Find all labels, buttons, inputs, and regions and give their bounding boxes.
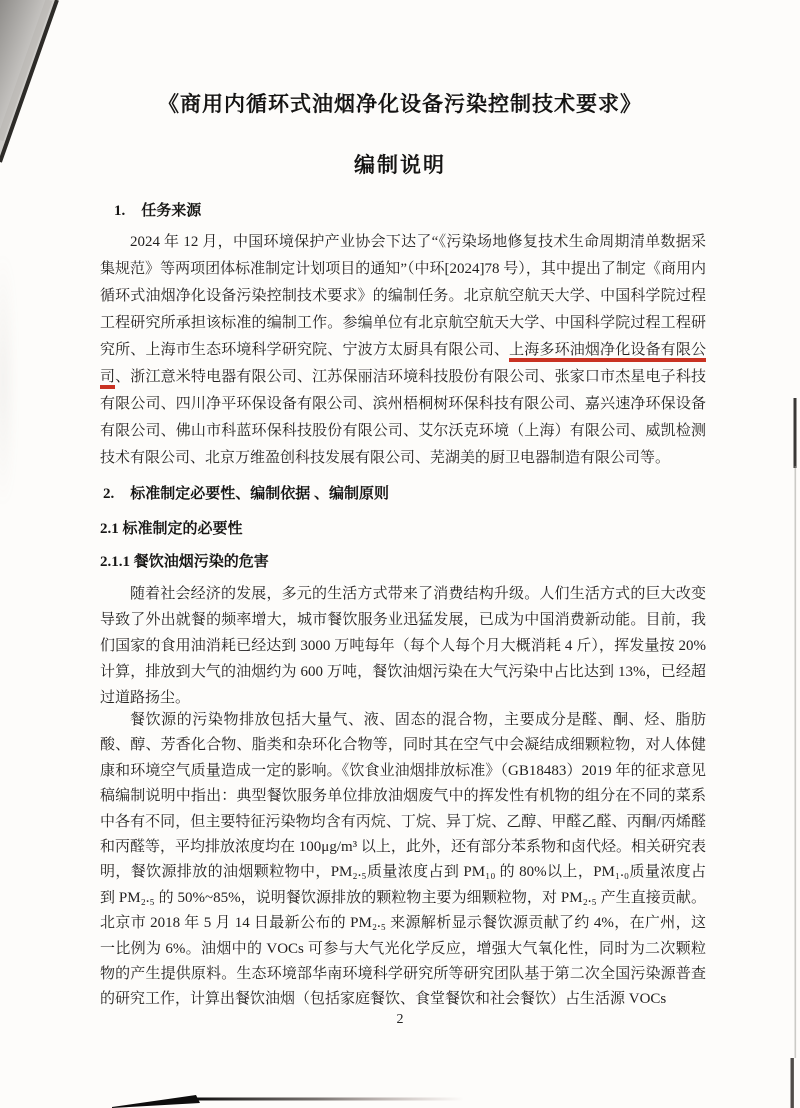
section-2-label: 标准制定必要性、编制依据 、编制原则	[130, 486, 390, 502]
paragraph-pollutant-composition: 餐饮源的污染物排放包括大量气、液、固态的混合物，主要成分是醛、酮、烃、脂肪酸、醇、芳香化合物、脂类和杂环化合物等，同时其在空气中会凝结成细颗粒物，对人体健康和环境空气质量造成一定的影响。《饮食业油烟排放标准》（GB18483）2019 年的征求意见稿编制说明中指出：典型餐饮服务单位排放油烟废气中的挥发性有机物的组分在不同的菜系中各有不同，但主要特征污染物均含有丙烷、丁烷、异丁烷、乙醇、甲醛乙醛、丙酮/丙烯醛和丙醛等，平均排放浓度均在 100μg/m³ 以上，此外，还有部分苯系物和卤代烃。相关研究表明，餐饮源排放的油烟颗粒物中，PM₂.₅质量浓度占到 PM₁₀ 的 80%以上，PM₁.₀质量浓度占到 PM₂.₅ 的 50%~85%，说明餐饮源排放的颗粒物主要为细颗粒物，对 PM₂.₅ 产生直接贡献。北京市 2018 年 5 月 14 日最新公布的 PM₂.₅ 来源解析显示餐饮源贡献了约 4%，在广州，这一比例为 6%。油烟中的 VOCs 可参与大气光化学反应，增强大气氧化性，同时为二次颗粒物的产生提供原料。生态环境部华南环境科学研究所等研究团队基于第二次全国污染源普查的研究工作，计算出餐饮油烟（包括家庭餐饮、食堂餐饮和社会餐饮）占生活源 VOCs	[100, 712, 706, 1008]
paragraph-task-source	[100, 229, 706, 472]
scan-left-smudge-artifact	[0, 245, 12, 515]
document-subtitle: 编制说明	[354, 153, 446, 177]
section-2-1-heading: 2.1 标准制定的必要性	[100, 521, 243, 537]
section-1-number: 1.	[114, 203, 126, 219]
document-title: 《商用内循环式油烟净化设备污染控制技术要求》	[158, 92, 642, 116]
section-1-label: 任务来源	[141, 203, 202, 219]
page-number: 2	[396, 1012, 404, 1027]
section-2-number: 2.	[103, 486, 115, 502]
paragraph-consumption-growth: 随着社会经济的发展，多元的生活方式带来了消费结构升级。人们生活方式的巨大改变导致了外出就餐的频率增大，城市餐饮服务业迅猛发展，已成为中国消费新动能。目前，我们国家的食用油消耗已经达到 3000 万吨每年（每个人每个月大概消耗 4 斤），挥发量按 20%计算，排放到大气的油烟约为 600 万吨，餐饮油烟污染在大气污染中占比达到 13%，已经超过道路扬尘。	[100, 586, 706, 706]
paragraph-task-source-text-before: 2024 年 12 月，中国环境保护产业协会下达了“《污染场地修复技术生命周期清单数据采集规范》等两项团体标准制定计划项目的通知”（中环[2024]78 号），其中提出了制定《商用内循环式油烟净化设备污染控制技术要求》的编制任务。北京航空航天大学、中国科学院过程工程研究所承担该标准的编制工作。参编单位有北京航空航天大学、中国科学院过程工程研究所、上海市生态环境科学研究院、宁波方太厨具有限公司、	[100, 234, 706, 358]
section-2-1-1-heading: 2.1.1 餐饮油烟污染的危害	[100, 554, 269, 570]
red-underlined-company-name: 上海多环油烟净化设备有限公司	[100, 342, 706, 389]
section-1-heading	[114, 199, 714, 220]
paragraph-task-source-text-after: 、浙江意米特电器有限公司、江苏保丽洁环境科技股份有限公司、张家口市杰星电子科技有限公司、四川净平环保设备有限公司、滨州梧桐树环保科技有限公司、嘉兴速净环保设备有限公司、佛山市科蓝环保科技股份有限公司、艾尔沃克环境（上海）有限公司、威凯检测技术有限公司、北京万维盈创科技发展有限公司、芜湖美的厨卫电器制造有限公司等。	[100, 369, 706, 466]
section-2-heading	[103, 482, 703, 503]
